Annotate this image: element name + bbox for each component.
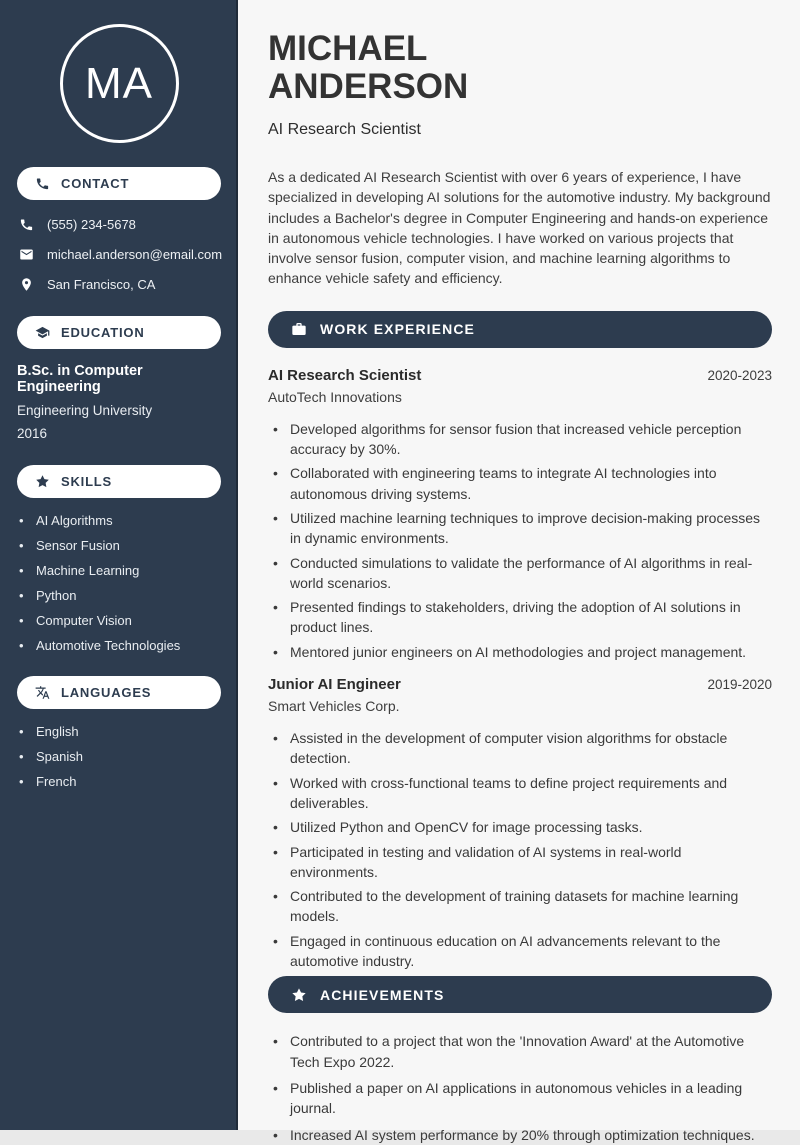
language-item: • English xyxy=(19,725,228,738)
job-bullet-item: • Utilized Python and OpenCV for image processing tasks. xyxy=(272,817,772,837)
skill-item: • AI Algorithms xyxy=(19,514,228,527)
job-bullet-item: • Worked with cross-functional teams to define project requirements and deliverables. xyxy=(272,773,772,814)
achievements-section-title: ACHIEVEMENTS xyxy=(320,986,445,1003)
language-item: • Spanish xyxy=(19,750,228,763)
sidebar xyxy=(0,0,238,1130)
language-item: • French xyxy=(19,775,228,788)
job-header xyxy=(268,676,772,693)
profile-summary: As a dedicated AI Research Scientist with over 6 years of experience, I have specialized in developing AI solutions for the automotive industry. My background includes a Bachelor's degree in Computer Engineering and hands-on experience in autonomous vehicle technologies. I have worked on various projects that involve sensor fusion, computer vision, and machine learning algorithms to enhance vehicle safety and efficiency. xyxy=(268,169,771,287)
achievement-item: • Increased AI system performance by 20% through optimization techniques. xyxy=(272,1125,772,1145)
job-bullet-item: • Participated in testing and validation of AI systems in real-world environments. xyxy=(272,842,772,883)
contact-email-row xyxy=(19,247,238,262)
briefcase-icon xyxy=(291,321,307,337)
job-bullet-item: • Engaged in continuous education on AI advancements relevant to the automotive industry. xyxy=(272,931,772,972)
degree-name: B.Sc. in Computer Engineering xyxy=(17,363,143,395)
graduation-year: 2016 xyxy=(17,426,48,441)
skills-section-title: SKILLS xyxy=(61,474,113,489)
job-dates: 2020-2023 xyxy=(707,367,772,383)
envelope-icon xyxy=(19,247,34,262)
achievements-section-header xyxy=(268,976,772,1013)
contact-section-header xyxy=(17,167,221,200)
avatar-initials: MA xyxy=(85,58,153,108)
company-name: AutoTech Innovations xyxy=(268,388,402,405)
education-section-title: EDUCATION xyxy=(61,325,145,340)
map-pin-icon xyxy=(19,277,34,292)
last-name: ANDERSON xyxy=(268,67,469,106)
education-section-header xyxy=(17,316,221,349)
phone-number: (555) 234-5678 xyxy=(47,217,136,232)
languages-section-title: LANGUAGES xyxy=(61,685,152,700)
achievements-list xyxy=(268,1031,772,1144)
company-name: Smart Vehicles Corp. xyxy=(268,698,400,715)
job-dates: 2019-2020 xyxy=(707,677,772,693)
contact-list xyxy=(19,217,238,292)
job-bullet-item: • Utilized machine learning techniques to improve decision-making processes in dynamic environments. xyxy=(272,508,772,549)
achievement-item: • Published a paper on AI applications in autonomous vehicles in a leading journal. xyxy=(272,1078,772,1119)
star-icon xyxy=(35,474,50,489)
skill-item: • Machine Learning xyxy=(19,564,228,577)
graduation-cap-icon xyxy=(35,325,50,340)
job-bullet-item: • Mentored junior engineers on AI methodologies and project management. xyxy=(272,642,772,662)
school-name: Engineering University xyxy=(17,403,153,418)
candidate-name xyxy=(268,30,772,106)
job-bullet-item: • Collaborated with engineering teams to integrate AI technologies into autonomous driving systems. xyxy=(272,463,772,504)
job-entry xyxy=(268,676,772,971)
job-bullet-item: • Contributed to the development of training datasets for machine learning models. xyxy=(272,886,772,927)
main-content xyxy=(238,0,800,1143)
first-name: MICHAEL xyxy=(268,29,428,68)
job-bullet-item: • Presented findings to stakeholders, driving the adoption of AI solutions in product lines. xyxy=(272,597,772,638)
job-bullet-list xyxy=(268,728,772,971)
job-bullet-item: • Assisted in the development of computer vision algorithms for obstacle detection. xyxy=(272,728,772,769)
skills-section-header xyxy=(17,465,221,498)
job-title: AI Research Scientist xyxy=(268,366,422,384)
skill-item: • Automotive Technologies xyxy=(19,639,228,652)
candidate-job-title: AI Research Scientist xyxy=(268,121,421,138)
skill-item: • Python xyxy=(19,589,228,602)
languages-list xyxy=(0,725,238,788)
education-entry xyxy=(17,363,221,441)
phone-icon xyxy=(19,217,34,232)
job-entry xyxy=(268,367,772,662)
contact-location-row xyxy=(19,277,238,292)
contact-phone-row xyxy=(19,217,238,232)
job-bullet-item: • Conducted simulations to validate the performance of AI algorithms in real-world scenarios. xyxy=(272,553,772,594)
avatar xyxy=(60,24,179,143)
contact-section-title: CONTACT xyxy=(61,176,130,191)
translate-icon xyxy=(35,685,50,700)
star-icon xyxy=(291,987,307,1003)
achievement-item: • Contributed to a project that won the 'Innovation Award' at the Automotive Tech Expo 2022. xyxy=(272,1031,772,1072)
phone-icon xyxy=(35,176,50,191)
job-title: Junior AI Engineer xyxy=(268,676,401,694)
skills-list xyxy=(0,514,238,652)
languages-section-header xyxy=(17,676,221,709)
work-experience-section-header xyxy=(268,311,772,348)
work-experience-section-title: WORK EXPERIENCE xyxy=(320,321,475,338)
job-bullet-list xyxy=(268,419,772,662)
job-bullet-item: • Developed algorithms for sensor fusion that increased vehicle perception accuracy by 30%. xyxy=(272,419,772,460)
skill-item: • Computer Vision xyxy=(19,614,228,627)
skill-item: • Sensor Fusion xyxy=(19,539,228,552)
location-text: San Francisco, CA xyxy=(47,277,156,292)
job-header xyxy=(268,367,772,384)
email-address: michael.anderson@email.com xyxy=(47,247,223,262)
